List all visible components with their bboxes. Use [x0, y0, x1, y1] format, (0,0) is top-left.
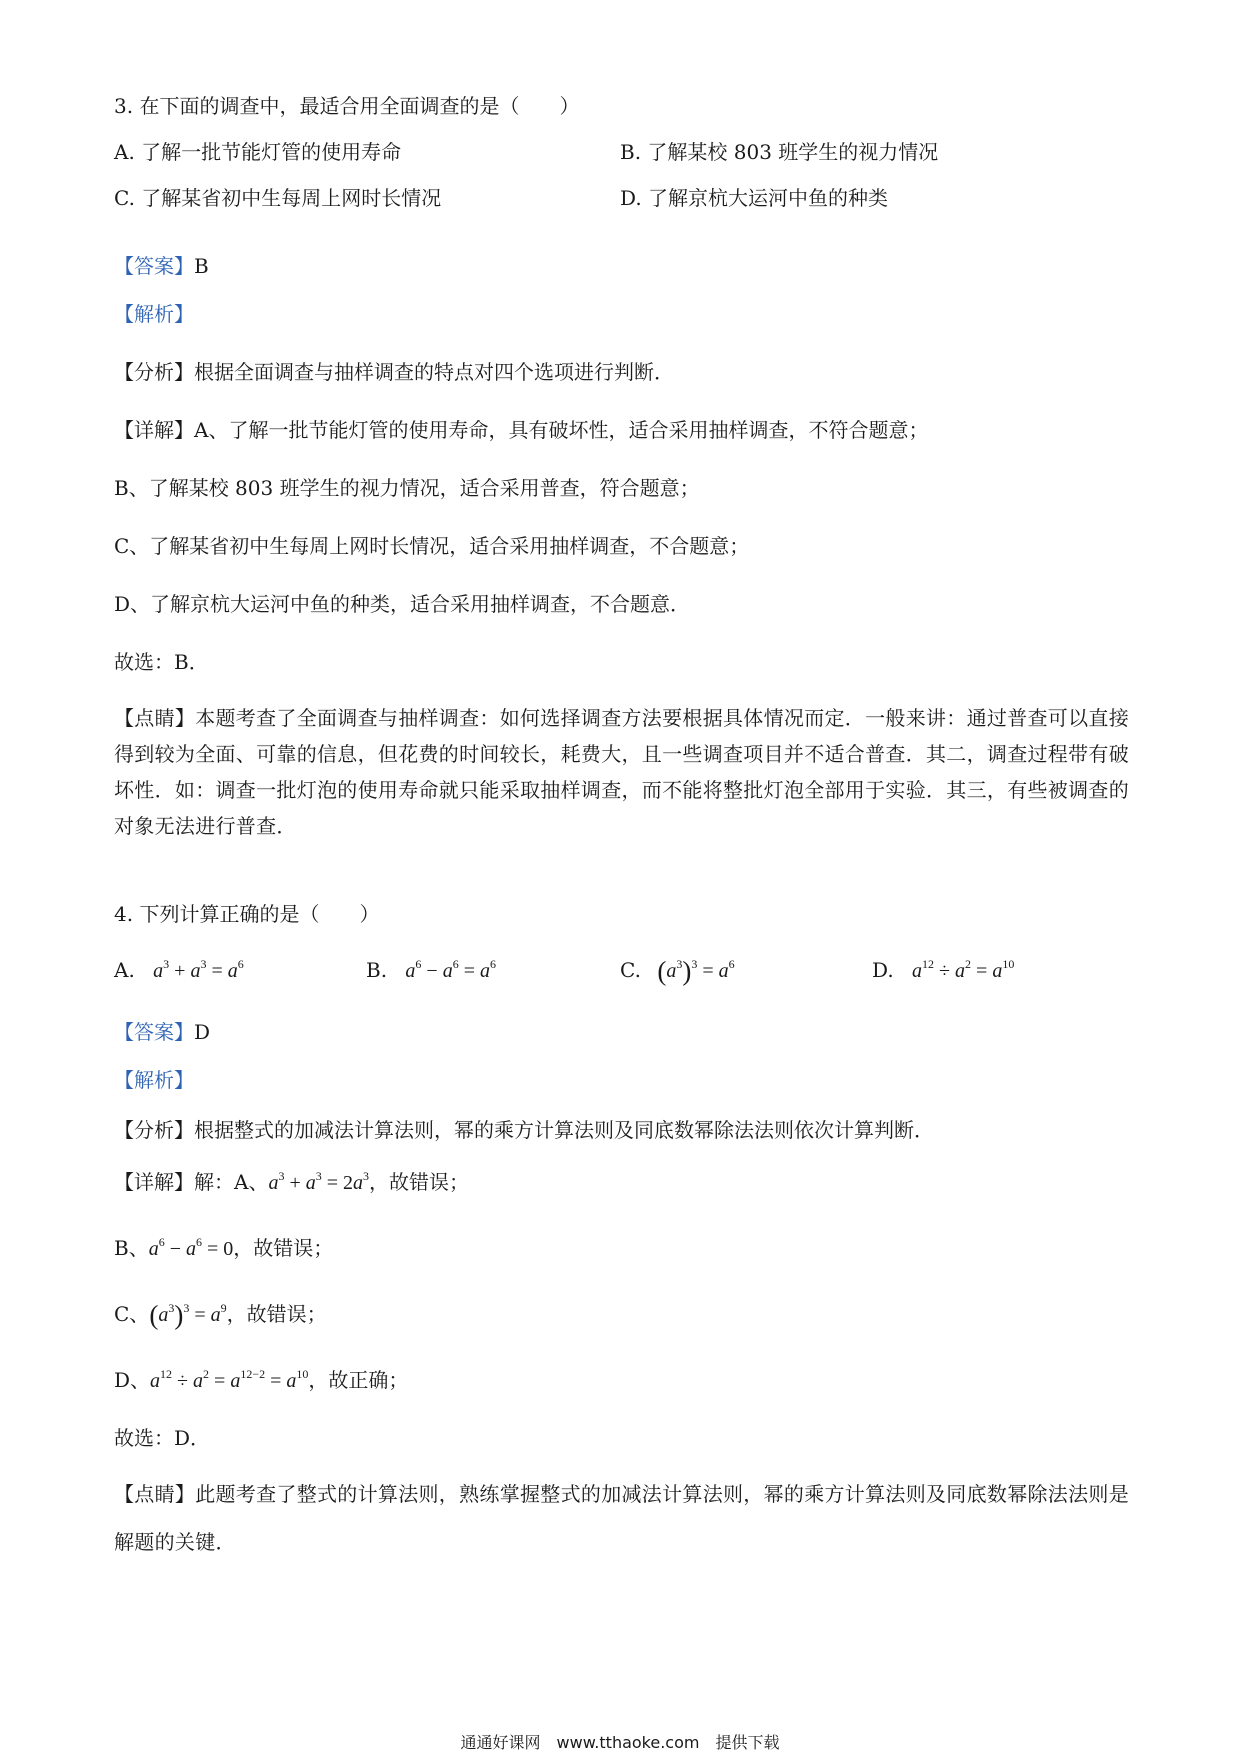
answer-tag: 【答案】	[114, 1020, 194, 1044]
xiangjie-d-suffix: ，故正确；	[308, 1368, 409, 1392]
answer-value: D	[194, 1020, 211, 1044]
dianjing-text: 此题考查了整式的计算法则，熟练掌握整式的加减法计算法则，幂的乘方计算法则及同底数幂除法法则是解题的关键．	[114, 1482, 1130, 1554]
xiangjie-b-formula: $a^6 - a^6 = 0$	[148, 1235, 234, 1260]
q4-stem: 4. 下列计算正确的是（ ）	[114, 902, 380, 926]
q3-option-c: C. 了解某省初中生每周上网时长情况	[114, 186, 442, 210]
q3-xiangjie-d: D、了解京杭大运河中鱼的种类，适合采用抽样调查，不合题意．	[114, 592, 691, 616]
option-label: B.	[366, 958, 388, 982]
q4-fenxi	[114, 1116, 934, 1144]
q3-answer	[114, 252, 209, 280]
q4-option-d-formula: $a^{12} \div a^2 = a^{10}$	[912, 957, 1015, 982]
option-label: A.	[114, 958, 135, 982]
xiangjie-label: 【详解】	[114, 418, 194, 442]
q4-option-a-formula: $a^3 + a^3 = a^6$	[153, 957, 244, 982]
dianjing-label: 【点睛】	[114, 706, 196, 730]
dianjing-text: 本题考查了全面调查与抽样调查：如何选择调查方法要根据具体情况而定．一般来讲：通过普查可以直接得到较为全面、可靠的信息，但花费的时间较长，耗费大，且一些调查项目并不适合普查．其二，调查过程带有破坏性．如：调查一批灯泡的使用寿命就只能采取抽样调查，而不能将整批灯泡全部用于实验．其三，有些被调查的对象无法进行普查．	[114, 706, 1130, 838]
xiangjie-c-suffix: ，故错误；	[226, 1302, 327, 1326]
q3-guxuan: 故选：B．	[114, 650, 209, 674]
q3-option-a: A. 了解一批节能灯管的使用寿命	[114, 140, 402, 164]
xiangjie-a-text: A、了解一批节能灯管的使用寿命，具有破坏性，适合采用抽样调查，不符合题意；	[194, 418, 929, 442]
xiangjie-a-prefix: 解：A、	[194, 1170, 269, 1194]
q4-xiangjie-c	[114, 1300, 327, 1329]
q3-option-b: B. 了解某校 803 班学生的视力情况	[620, 140, 939, 164]
xiangjie-a-suffix: ，故错误；	[369, 1170, 470, 1194]
q3-dianjing	[114, 700, 1132, 844]
fenxi-label: 【分析】	[114, 1118, 194, 1142]
dianjing-label: 【点睛】	[114, 1482, 196, 1506]
xiangjie-c-prefix: C、	[114, 1302, 150, 1326]
xiangjie-c-formula: $(a^3)^3 = a^9$	[149, 1300, 227, 1330]
q4-xiangjie-a	[114, 1168, 469, 1197]
q3-jiexi-tag	[114, 300, 194, 328]
q4-option-b-formula: $a^6 - a^6 = a^6$	[405, 957, 496, 982]
answer-value: B	[194, 254, 209, 278]
q4-option-b	[366, 956, 496, 985]
xiangjie-b-suffix: ，故错误；	[233, 1236, 334, 1260]
xiangjie-d-formula: $a^{12} \div a^2 = a^{12-2} = a^{10}$	[150, 1367, 309, 1392]
q3-xiangjie-c: C、了解某省初中生每周上网时长情况，适合采用抽样调查，不合题意；	[114, 534, 750, 558]
jiexi-tag: 【解析】	[114, 302, 194, 326]
q4-dianjing	[114, 1470, 1132, 1566]
q3-stem: 3. 在下面的调查中，最适合用全面调查的是（ ）	[114, 94, 580, 118]
xiangjie-b-prefix: B、	[114, 1236, 149, 1260]
q3-option-d: D. 了解京杭大运河中鱼的种类	[620, 186, 889, 210]
q4-xiangjie-d	[114, 1366, 408, 1395]
q4-jiexi-tag	[114, 1066, 194, 1094]
option-label: C.	[620, 958, 641, 982]
fenxi-text: 根据全面调查与抽样调查的特点对四个选项进行判断．	[194, 360, 674, 384]
fenxi-label: 【分析】	[114, 360, 194, 384]
q4-option-c	[620, 956, 735, 985]
q3-xiangjie-a	[114, 416, 928, 444]
jiexi-tag: 【解析】	[114, 1068, 194, 1092]
q4-option-a	[114, 956, 244, 985]
q3-xiangjie-b: B、了解某校 803 班学生的视力情况，适合采用普查，符合题意；	[114, 476, 700, 500]
xiangjie-label: 【详解】	[114, 1170, 194, 1194]
q3-fenxi	[114, 358, 674, 386]
page-footer: 通通好课网 www.tthaoke.com 提供下载	[460, 1733, 780, 1752]
q4-option-d	[872, 956, 1014, 985]
answer-tag: 【答案】	[114, 254, 194, 278]
fenxi-text: 根据整式的加减法计算法则，幂的乘方计算法则及同底数幂除法法则依次计算判断．	[194, 1118, 934, 1142]
q4-guxuan: 故选：D．	[114, 1426, 211, 1450]
xiangjie-a-formula: $a^3 + a^3 = 2a^3$	[268, 1169, 370, 1194]
xiangjie-d-prefix: D、	[114, 1368, 151, 1392]
q4-answer	[114, 1018, 210, 1046]
q4-option-c-formula: $(a^3)^3 = a^6$	[657, 956, 735, 986]
option-label: D.	[872, 958, 894, 982]
q4-xiangjie-b	[114, 1234, 333, 1263]
